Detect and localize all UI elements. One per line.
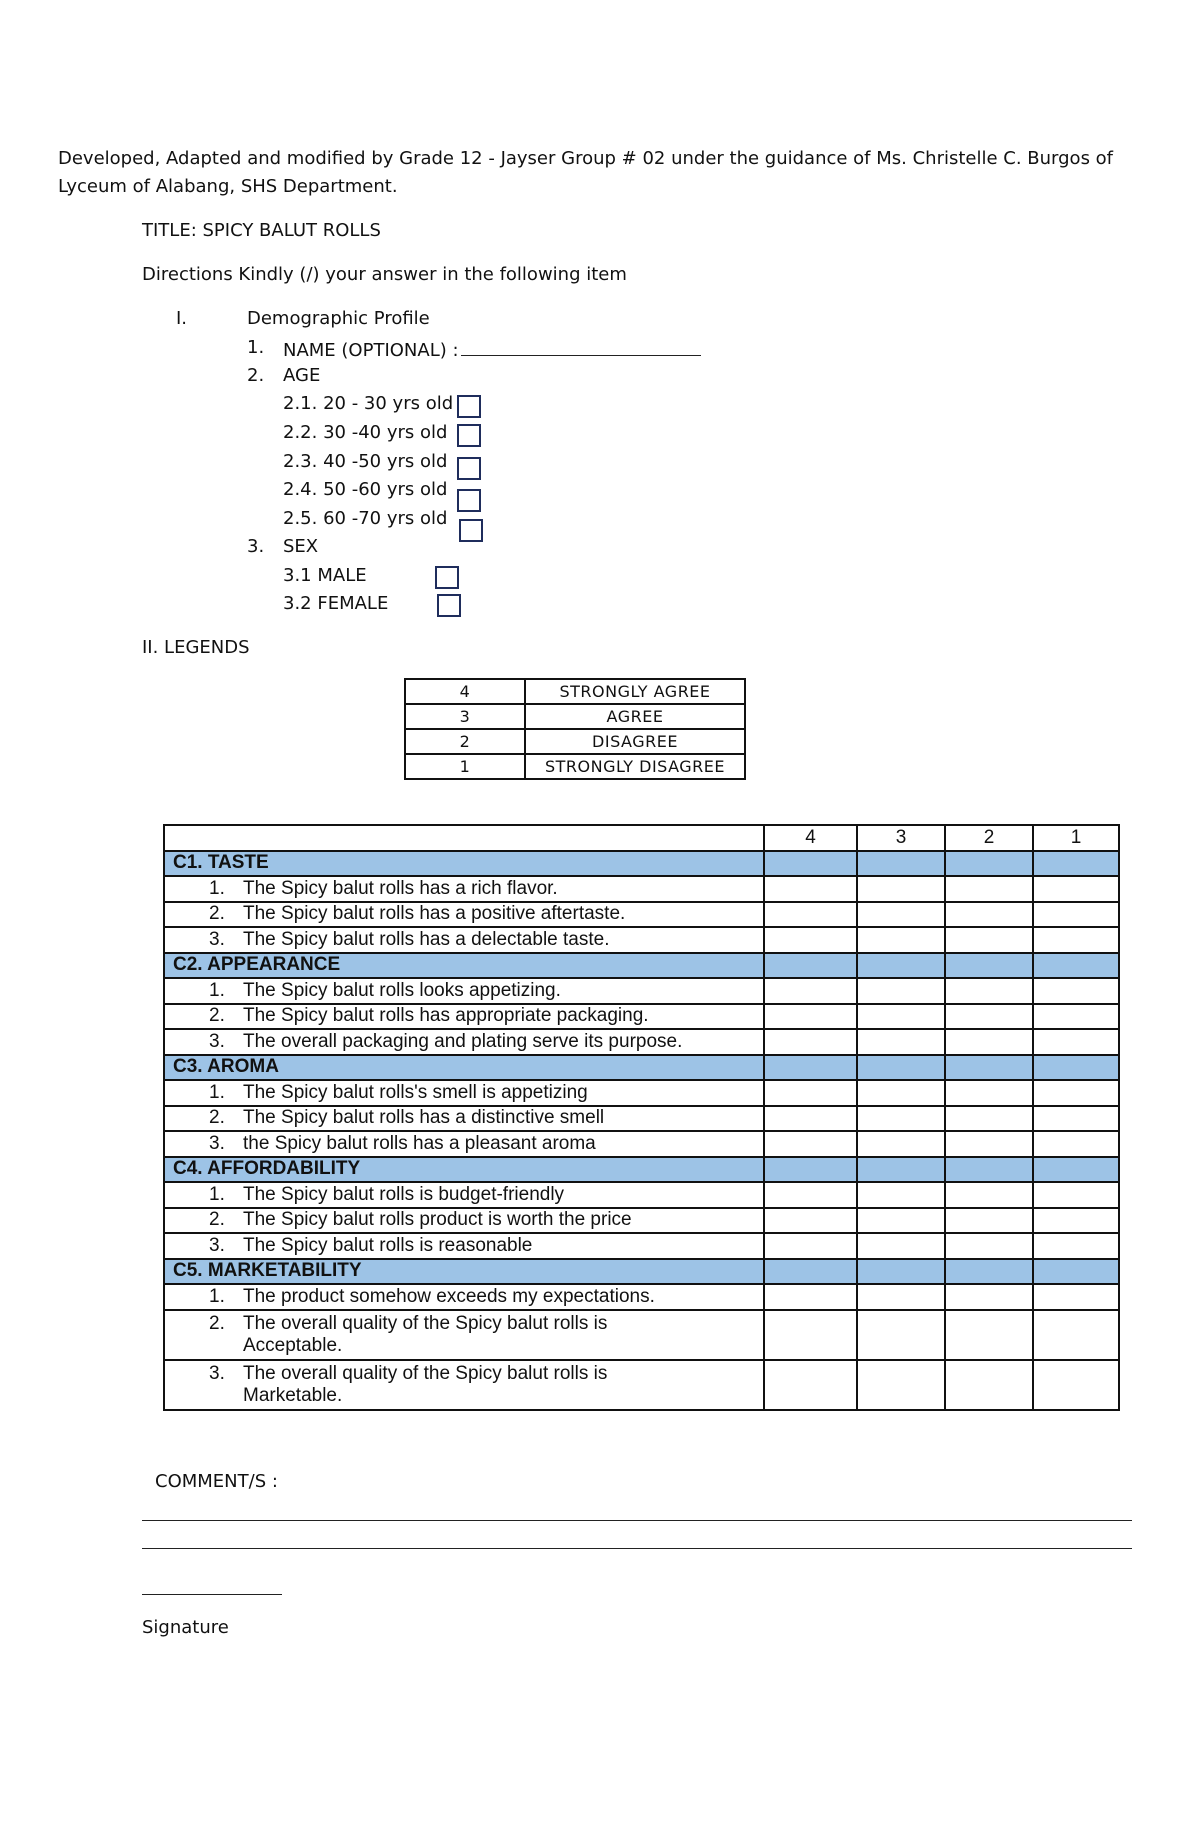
signature-line[interactable] bbox=[142, 1594, 282, 1595]
rating-cell-1[interactable] bbox=[1033, 1360, 1119, 1410]
sex-option-label: 3.1 MALE bbox=[283, 565, 367, 586]
table-row bbox=[164, 1080, 1119, 1106]
category-cell bbox=[1033, 953, 1119, 979]
statement-text: The overall packaging and plating serve its purpose. bbox=[243, 1030, 683, 1052]
rating-cell-4[interactable] bbox=[764, 1233, 857, 1259]
table-row bbox=[164, 1029, 1119, 1055]
statement-number: 2. bbox=[209, 903, 225, 925]
rating-cell-4[interactable] bbox=[764, 1310, 857, 1360]
rating-cell-3[interactable] bbox=[857, 1029, 945, 1055]
rating-cell-3[interactable] bbox=[857, 1080, 945, 1106]
legend-label: STRONGLY AGREE bbox=[525, 679, 745, 704]
category-label: C2. APPEARANCE bbox=[164, 953, 764, 979]
comment-line[interactable] bbox=[142, 1520, 1132, 1521]
item-number: 1. bbox=[247, 337, 265, 358]
category-cell bbox=[857, 1055, 945, 1081]
category-cell bbox=[945, 1157, 1033, 1183]
statement-number: 1. bbox=[209, 1183, 225, 1205]
age-option-label: 2.5. 60 -70 yrs old bbox=[283, 508, 448, 529]
age-option-label: 2.2. 30 -40 yrs old bbox=[283, 422, 448, 443]
rating-cell-2[interactable] bbox=[945, 1208, 1033, 1234]
table-row bbox=[164, 927, 1119, 953]
item-number: 2. bbox=[247, 365, 265, 386]
category-row-appearance bbox=[164, 953, 1119, 979]
statement-cell bbox=[164, 1208, 764, 1234]
statement-number: 1. bbox=[209, 979, 225, 1001]
category-cell bbox=[857, 1157, 945, 1183]
rating-cell-4[interactable] bbox=[764, 1208, 857, 1234]
age-label: AGE bbox=[283, 365, 321, 386]
rating-cell-4[interactable] bbox=[764, 1131, 857, 1157]
statement-text: The Spicy balut rolls is reasonable bbox=[243, 1234, 533, 1256]
rating-cell-4[interactable] bbox=[764, 1080, 857, 1106]
header-blank-cell bbox=[164, 825, 764, 851]
rating-cell-1[interactable] bbox=[1033, 1131, 1119, 1157]
statement-number: 3. bbox=[209, 1362, 225, 1384]
statement-number: 3. bbox=[209, 1132, 225, 1154]
name-field[interactable] bbox=[283, 337, 701, 361]
statement-number: 3. bbox=[209, 1234, 225, 1256]
category-row-marketability bbox=[164, 1259, 1119, 1285]
statement-text: The Spicy balut rolls's smell is appetizing bbox=[243, 1081, 588, 1103]
rating-cell-4[interactable] bbox=[764, 978, 857, 1004]
rating-cell-1[interactable] bbox=[1033, 876, 1119, 902]
statement-number: 2. bbox=[209, 1107, 225, 1129]
age-checkbox-50-60[interactable] bbox=[457, 489, 481, 512]
scale-header-1: 1 bbox=[1033, 825, 1119, 851]
sex-checkbox-female[interactable] bbox=[437, 594, 461, 617]
legend-row bbox=[405, 729, 745, 754]
rating-cell-3[interactable] bbox=[857, 1208, 945, 1234]
form-title: TITLE: SPICY BALUT ROLLS bbox=[142, 220, 381, 241]
statement-cell bbox=[164, 927, 764, 953]
rating-cell-4[interactable] bbox=[764, 1029, 857, 1055]
statement-text: The Spicy balut rolls has a distinctive smell bbox=[243, 1107, 605, 1129]
age-option-label: 2.4. 50 -60 yrs old bbox=[283, 479, 448, 500]
statement-number: 1. bbox=[209, 877, 225, 899]
statement-text: the Spicy balut rolls has a pleasant aroma bbox=[243, 1132, 596, 1154]
legend-table bbox=[404, 678, 746, 780]
legend-value: 1 bbox=[405, 754, 525, 779]
statement-text: The Spicy balut rolls has a rich flavor. bbox=[243, 877, 558, 899]
statement-number: 1. bbox=[209, 1285, 225, 1307]
category-label: C5. MARKETABILITY bbox=[164, 1259, 764, 1285]
category-cell bbox=[764, 953, 857, 979]
rating-cell-2[interactable] bbox=[945, 1131, 1033, 1157]
statement-number: 2. bbox=[209, 1312, 225, 1334]
age-option-label: 2.1. 20 - 30 yrs old bbox=[283, 393, 454, 414]
statement-cell bbox=[164, 1029, 764, 1055]
statement-text: The overall quality of the Spicy balut rolls is Marketable. bbox=[243, 1362, 608, 1406]
category-cell bbox=[764, 1157, 857, 1183]
legend-row bbox=[405, 704, 745, 729]
rating-cell-2[interactable] bbox=[945, 1284, 1033, 1310]
rating-cell-4[interactable] bbox=[764, 1106, 857, 1132]
legend-value: 4 bbox=[405, 679, 525, 704]
age-checkbox-40-50[interactable] bbox=[457, 457, 481, 480]
rating-cell-3[interactable] bbox=[857, 927, 945, 953]
table-row bbox=[164, 902, 1119, 928]
category-cell bbox=[764, 1055, 857, 1081]
rating-cell-4[interactable] bbox=[764, 1360, 857, 1410]
rating-cell-1[interactable] bbox=[1033, 927, 1119, 953]
statement-text: The Spicy balut rolls has appropriate packaging. bbox=[243, 1005, 649, 1027]
legend-value: 2 bbox=[405, 729, 525, 754]
statement-cell bbox=[164, 1233, 764, 1259]
sex-option-label: 3.2 FEMALE bbox=[283, 593, 389, 614]
section-heading: Demographic Profile bbox=[247, 308, 430, 329]
rating-cell-3[interactable] bbox=[857, 902, 945, 928]
category-label: C3. AROMA bbox=[164, 1055, 764, 1081]
credit-line: Developed, Adapted and modified by Grade 12 - Jayser Group # 02 under the guidance of Ms. Christelle C. Burgos of Lyceum of Alabang, SHS Department. bbox=[58, 148, 1114, 197]
rating-cell-1[interactable] bbox=[1033, 1208, 1119, 1234]
rating-cell-2[interactable] bbox=[945, 1233, 1033, 1259]
signature-label: Signature bbox=[142, 1617, 229, 1638]
table-row bbox=[164, 1208, 1119, 1234]
statement-number: 2. bbox=[209, 1005, 225, 1027]
rating-cell-2[interactable] bbox=[945, 902, 1033, 928]
statement-cell bbox=[164, 1310, 764, 1360]
table-row bbox=[164, 1106, 1119, 1132]
category-cell bbox=[945, 953, 1033, 979]
sex-checkbox-male[interactable] bbox=[435, 566, 459, 589]
statement-cell bbox=[164, 1182, 764, 1208]
age-option-label: 2.3. 40 -50 yrs old bbox=[283, 451, 448, 472]
rating-cell-3[interactable] bbox=[857, 876, 945, 902]
statement-text: The Spicy balut rolls has a positive aftertaste. bbox=[243, 903, 626, 925]
name-blank[interactable] bbox=[461, 337, 701, 356]
category-label: C1. TASTE bbox=[164, 851, 764, 877]
category-cell bbox=[764, 1259, 857, 1285]
rating-cell-3[interactable] bbox=[857, 1360, 945, 1410]
scale-header-3: 3 bbox=[857, 825, 945, 851]
scale-header-row bbox=[164, 825, 1119, 851]
statement-text: The overall quality of the Spicy balut rolls is Acceptable. bbox=[243, 1312, 608, 1356]
rating-cell-3[interactable] bbox=[857, 1004, 945, 1030]
rating-cell-1[interactable] bbox=[1033, 902, 1119, 928]
rating-cell-3[interactable] bbox=[857, 1233, 945, 1259]
statement-text: The Spicy balut rolls has a delectable taste. bbox=[243, 928, 610, 950]
table-row bbox=[164, 1284, 1119, 1310]
statement-cell bbox=[164, 1080, 764, 1106]
table-row bbox=[164, 978, 1119, 1004]
table-row bbox=[164, 1360, 1119, 1410]
category-cell bbox=[857, 851, 945, 877]
legend-label: DISAGREE bbox=[525, 729, 745, 754]
table-row bbox=[164, 1310, 1119, 1360]
statement-cell bbox=[164, 1284, 764, 1310]
rating-cell-2[interactable] bbox=[945, 1106, 1033, 1132]
rating-cell-2[interactable] bbox=[945, 876, 1033, 902]
statement-cell bbox=[164, 978, 764, 1004]
category-row-taste bbox=[164, 851, 1119, 877]
rating-cell-2[interactable] bbox=[945, 1360, 1033, 1410]
rating-cell-2[interactable] bbox=[945, 1080, 1033, 1106]
table-row bbox=[164, 1233, 1119, 1259]
rating-cell-1[interactable] bbox=[1033, 1284, 1119, 1310]
legend-value: 3 bbox=[405, 704, 525, 729]
table-row bbox=[164, 1004, 1119, 1030]
category-cell bbox=[1033, 851, 1119, 877]
statement-cell bbox=[164, 1360, 764, 1410]
rating-cell-4[interactable] bbox=[764, 1004, 857, 1030]
rating-cell-4[interactable] bbox=[764, 1182, 857, 1208]
category-label: C4. AFFORDABILITY bbox=[164, 1157, 764, 1183]
scale-header-4: 4 bbox=[764, 825, 857, 851]
rating-cell-1[interactable] bbox=[1033, 1004, 1119, 1030]
legend-label: STRONGLY DISAGREE bbox=[525, 754, 745, 779]
scale-header-2: 2 bbox=[945, 825, 1033, 851]
sex-label: SEX bbox=[283, 536, 319, 557]
legend-label: AGREE bbox=[525, 704, 745, 729]
category-cell bbox=[1033, 1259, 1119, 1285]
rating-cell-3[interactable] bbox=[857, 1131, 945, 1157]
rating-cell-3[interactable] bbox=[857, 1182, 945, 1208]
statement-number: 1. bbox=[209, 1081, 225, 1103]
comment-line[interactable] bbox=[142, 1548, 1132, 1549]
category-cell bbox=[1033, 1157, 1119, 1183]
rating-cell-4[interactable] bbox=[764, 876, 857, 902]
rating-cell-1[interactable] bbox=[1033, 978, 1119, 1004]
rating-cell-2[interactable] bbox=[945, 1310, 1033, 1360]
category-cell bbox=[1033, 1055, 1119, 1081]
statement-text: The product somehow exceeds my expectations. bbox=[243, 1285, 655, 1307]
statement-number: 3. bbox=[209, 1030, 225, 1052]
statement-cell bbox=[164, 902, 764, 928]
statement-cell bbox=[164, 1004, 764, 1030]
rating-cell-2[interactable] bbox=[945, 1004, 1033, 1030]
table-row bbox=[164, 1131, 1119, 1157]
item-number: 3. bbox=[247, 536, 265, 557]
rating-cell-4[interactable] bbox=[764, 927, 857, 953]
rating-cell-1[interactable] bbox=[1033, 1310, 1119, 1360]
category-cell bbox=[945, 1259, 1033, 1285]
category-row-aroma bbox=[164, 1055, 1119, 1081]
age-checkbox-20-30[interactable] bbox=[457, 395, 481, 418]
statement-text: The Spicy balut rolls is budget-friendly bbox=[243, 1183, 565, 1205]
rating-cell-1[interactable] bbox=[1033, 1080, 1119, 1106]
rating-cell-3[interactable] bbox=[857, 978, 945, 1004]
rating-cell-2[interactable] bbox=[945, 978, 1033, 1004]
rating-cell-1[interactable] bbox=[1033, 1106, 1119, 1132]
age-checkbox-30-40[interactable] bbox=[457, 424, 481, 447]
category-cell bbox=[764, 851, 857, 877]
rating-cell-4[interactable] bbox=[764, 1284, 857, 1310]
section-numeral: I. bbox=[176, 308, 188, 329]
rating-cell-2[interactable] bbox=[945, 1182, 1033, 1208]
legend-row bbox=[405, 754, 745, 779]
statement-text: The Spicy balut rolls looks appetizing. bbox=[243, 979, 561, 1001]
directions: Directions Kindly (/) your answer in the following item bbox=[142, 264, 627, 285]
statement-cell bbox=[164, 1131, 764, 1157]
rating-cell-2[interactable] bbox=[945, 1029, 1033, 1055]
category-cell bbox=[945, 851, 1033, 877]
rating-cell-3[interactable] bbox=[857, 1106, 945, 1132]
statement-text: The Spicy balut rolls product is worth the price bbox=[243, 1209, 632, 1231]
category-cell bbox=[857, 1259, 945, 1285]
rating-table bbox=[163, 824, 1120, 1411]
rating-cell-1[interactable] bbox=[1033, 1233, 1119, 1259]
statement-number: 3. bbox=[209, 928, 225, 950]
rating-cell-1[interactable] bbox=[1033, 1182, 1119, 1208]
category-row-affordability bbox=[164, 1157, 1119, 1183]
legend-row bbox=[405, 679, 745, 704]
category-cell bbox=[945, 1055, 1033, 1081]
rating-cell-3[interactable] bbox=[857, 1284, 945, 1310]
age-checkbox-60-70[interactable] bbox=[459, 519, 483, 542]
comment-label: COMMENT/S : bbox=[155, 1471, 278, 1492]
rating-cell-2[interactable] bbox=[945, 927, 1033, 953]
statement-cell bbox=[164, 1106, 764, 1132]
legends-heading: II. LEGENDS bbox=[142, 637, 250, 658]
name-label: NAME (OPTIONAL) : bbox=[283, 340, 459, 361]
statement-cell bbox=[164, 876, 764, 902]
table-row bbox=[164, 1182, 1119, 1208]
statement-number: 2. bbox=[209, 1209, 225, 1231]
table-row bbox=[164, 876, 1119, 902]
rating-cell-1[interactable] bbox=[1033, 1029, 1119, 1055]
category-cell bbox=[857, 953, 945, 979]
rating-cell-4[interactable] bbox=[764, 902, 857, 928]
rating-cell-3[interactable] bbox=[857, 1310, 945, 1360]
